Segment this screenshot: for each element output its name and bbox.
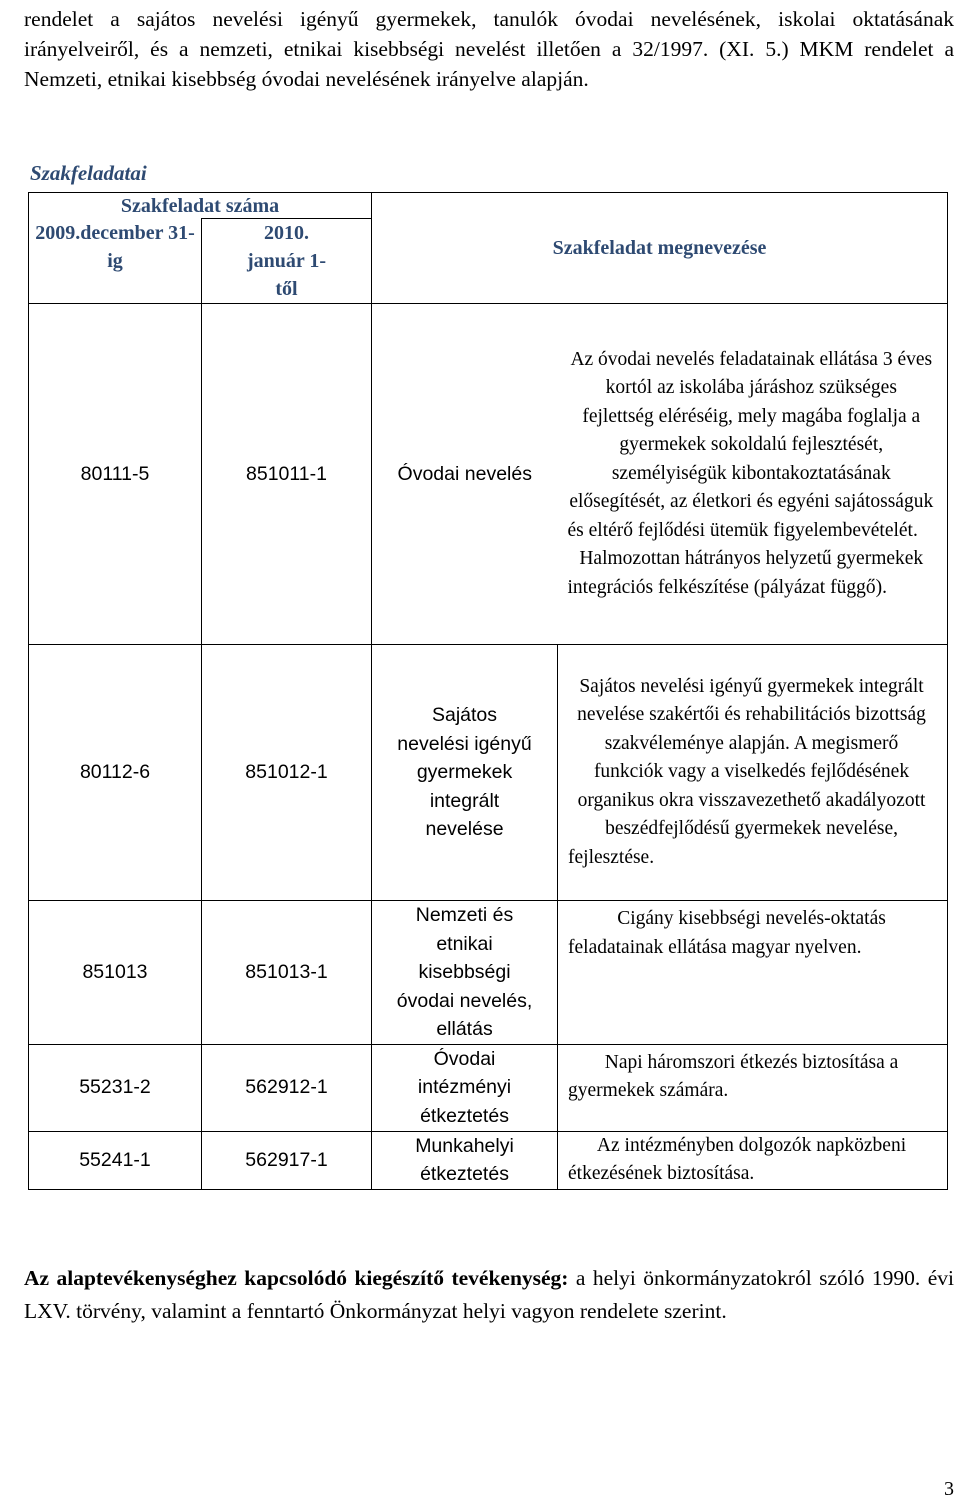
page-number: 3 <box>944 1478 954 1500</box>
header-new-label: 2010. január 1-től <box>246 222 327 300</box>
tasks-table <box>28 192 948 1190</box>
new-code-cell: 851012-1 <box>202 645 372 901</box>
old-code-cell: 80111-5 <box>29 304 202 645</box>
task-name-cell: Munkahelyi étkeztetés <box>372 1131 558 1189</box>
table-row <box>29 901 948 1045</box>
header-name-label: Szakfeladat megnevezése <box>552 237 767 259</box>
outro-bold-lead: Az alaptevékenységhez kapcsolódó kiegészítő tevékenység: <box>24 1266 569 1290</box>
task-desc-cell <box>558 645 948 901</box>
task-name-cell: Óvodai intézményi étkeztetés <box>372 1044 558 1131</box>
task-name-cell: Sajátos nevelési igényű gyermekek integrált nevelése <box>372 645 558 901</box>
section-title: Szakfeladatai <box>30 161 147 185</box>
task-name-cell: Óvodai nevelés <box>372 304 558 645</box>
header-group-cell <box>29 193 372 219</box>
old-code-cell: 55241-1 <box>29 1131 202 1189</box>
table-header-row-1 <box>29 193 948 219</box>
header-new-cell <box>202 219 372 304</box>
task-desc-cell <box>558 1044 948 1131</box>
task-desc-text: Az intézményben dolgozók napközbeni étkezésének biztosítása. <box>568 1134 907 1184</box>
table-row <box>29 304 948 645</box>
outro-body: a helyi önkormányzatokról szóló 1990. évi LXV. törvény, valamint a fenntartó Önkormányzat helyi vagyon rendelete szerint. <box>24 1266 954 1323</box>
task-desc-text: Az óvodai nevelés feladatainak ellátása 3 éves kortól az iskolába járáshoz szükséges fejlettség eléréséig, mely magába foglalja a gyermekek sokoldalú fejlesztését, személyiségük kibontakoztatásának elősegítését, az életkori és egyéni sajátosságuk és eltérő fejlődési ütemük figyelembevételét. <box>567 348 934 541</box>
new-code-cell: 851013-1 <box>202 901 372 1045</box>
old-code-cell: 851013 <box>29 901 202 1045</box>
task-desc-cell <box>558 901 948 1045</box>
old-code-cell: 80112-6 <box>29 645 202 901</box>
header-old-label: 2009.december 31-ig <box>35 221 195 272</box>
table-row <box>29 1044 948 1131</box>
task-desc-text: Napi háromszori étkezés biztosítása a gyermekek számára. <box>568 1051 899 1101</box>
new-code-cell: 562917-1 <box>202 1131 372 1189</box>
intro-text: rendelet a sajátos nevelési igényű gyermekek, tanulók óvodai nevelésének, iskolai oktatásának irányelveiről, és a nemzeti, etnikai kisebbségi nevelést illetően a 32/1997. (XI. 5.) MKM rendelet a Nemzeti, etnikai kisebbség óvodai nevelésének irányelve alapján. <box>24 7 954 91</box>
task-desc-text: Sajátos nevelési igényű gyermekek integrált nevelése szakértői és rehabilitációs bizottság szakvéleménye alapján. A megismerő funkciók vagy a viselkedés fejlődésének organikus okra visszavezethető akadályozott beszédfejlődésű gyermekek nevelése, fejlesztése. <box>568 675 926 868</box>
task-desc-text: Halmozottan hátrányos helyzetű gyermekek integrációs felkészítése (pályázat függő). <box>567 548 924 598</box>
task-name-cell: Nemzeti és etnikai kisebbségi óvodai nevelés, ellátás <box>372 901 558 1045</box>
table-row <box>29 645 948 901</box>
outro-paragraph <box>24 1262 954 1328</box>
header-group-label: Szakfeladat száma <box>120 194 280 217</box>
header-name-cell <box>372 193 948 304</box>
old-code-cell: 55231-2 <box>29 1044 202 1131</box>
outro-text <box>24 1262 954 1328</box>
new-code-cell: 851011-1 <box>202 304 372 645</box>
intro-paragraph <box>24 4 954 94</box>
new-code-cell: 562912-1 <box>202 1044 372 1131</box>
task-desc-cell <box>558 304 948 645</box>
header-old-cell <box>29 219 202 304</box>
task-desc-text: Cigány kisebbségi nevelés-oktatás feladatainak ellátása magyar nyelven. <box>568 908 886 958</box>
task-desc-cell <box>558 1131 948 1189</box>
table-row <box>29 1131 948 1189</box>
